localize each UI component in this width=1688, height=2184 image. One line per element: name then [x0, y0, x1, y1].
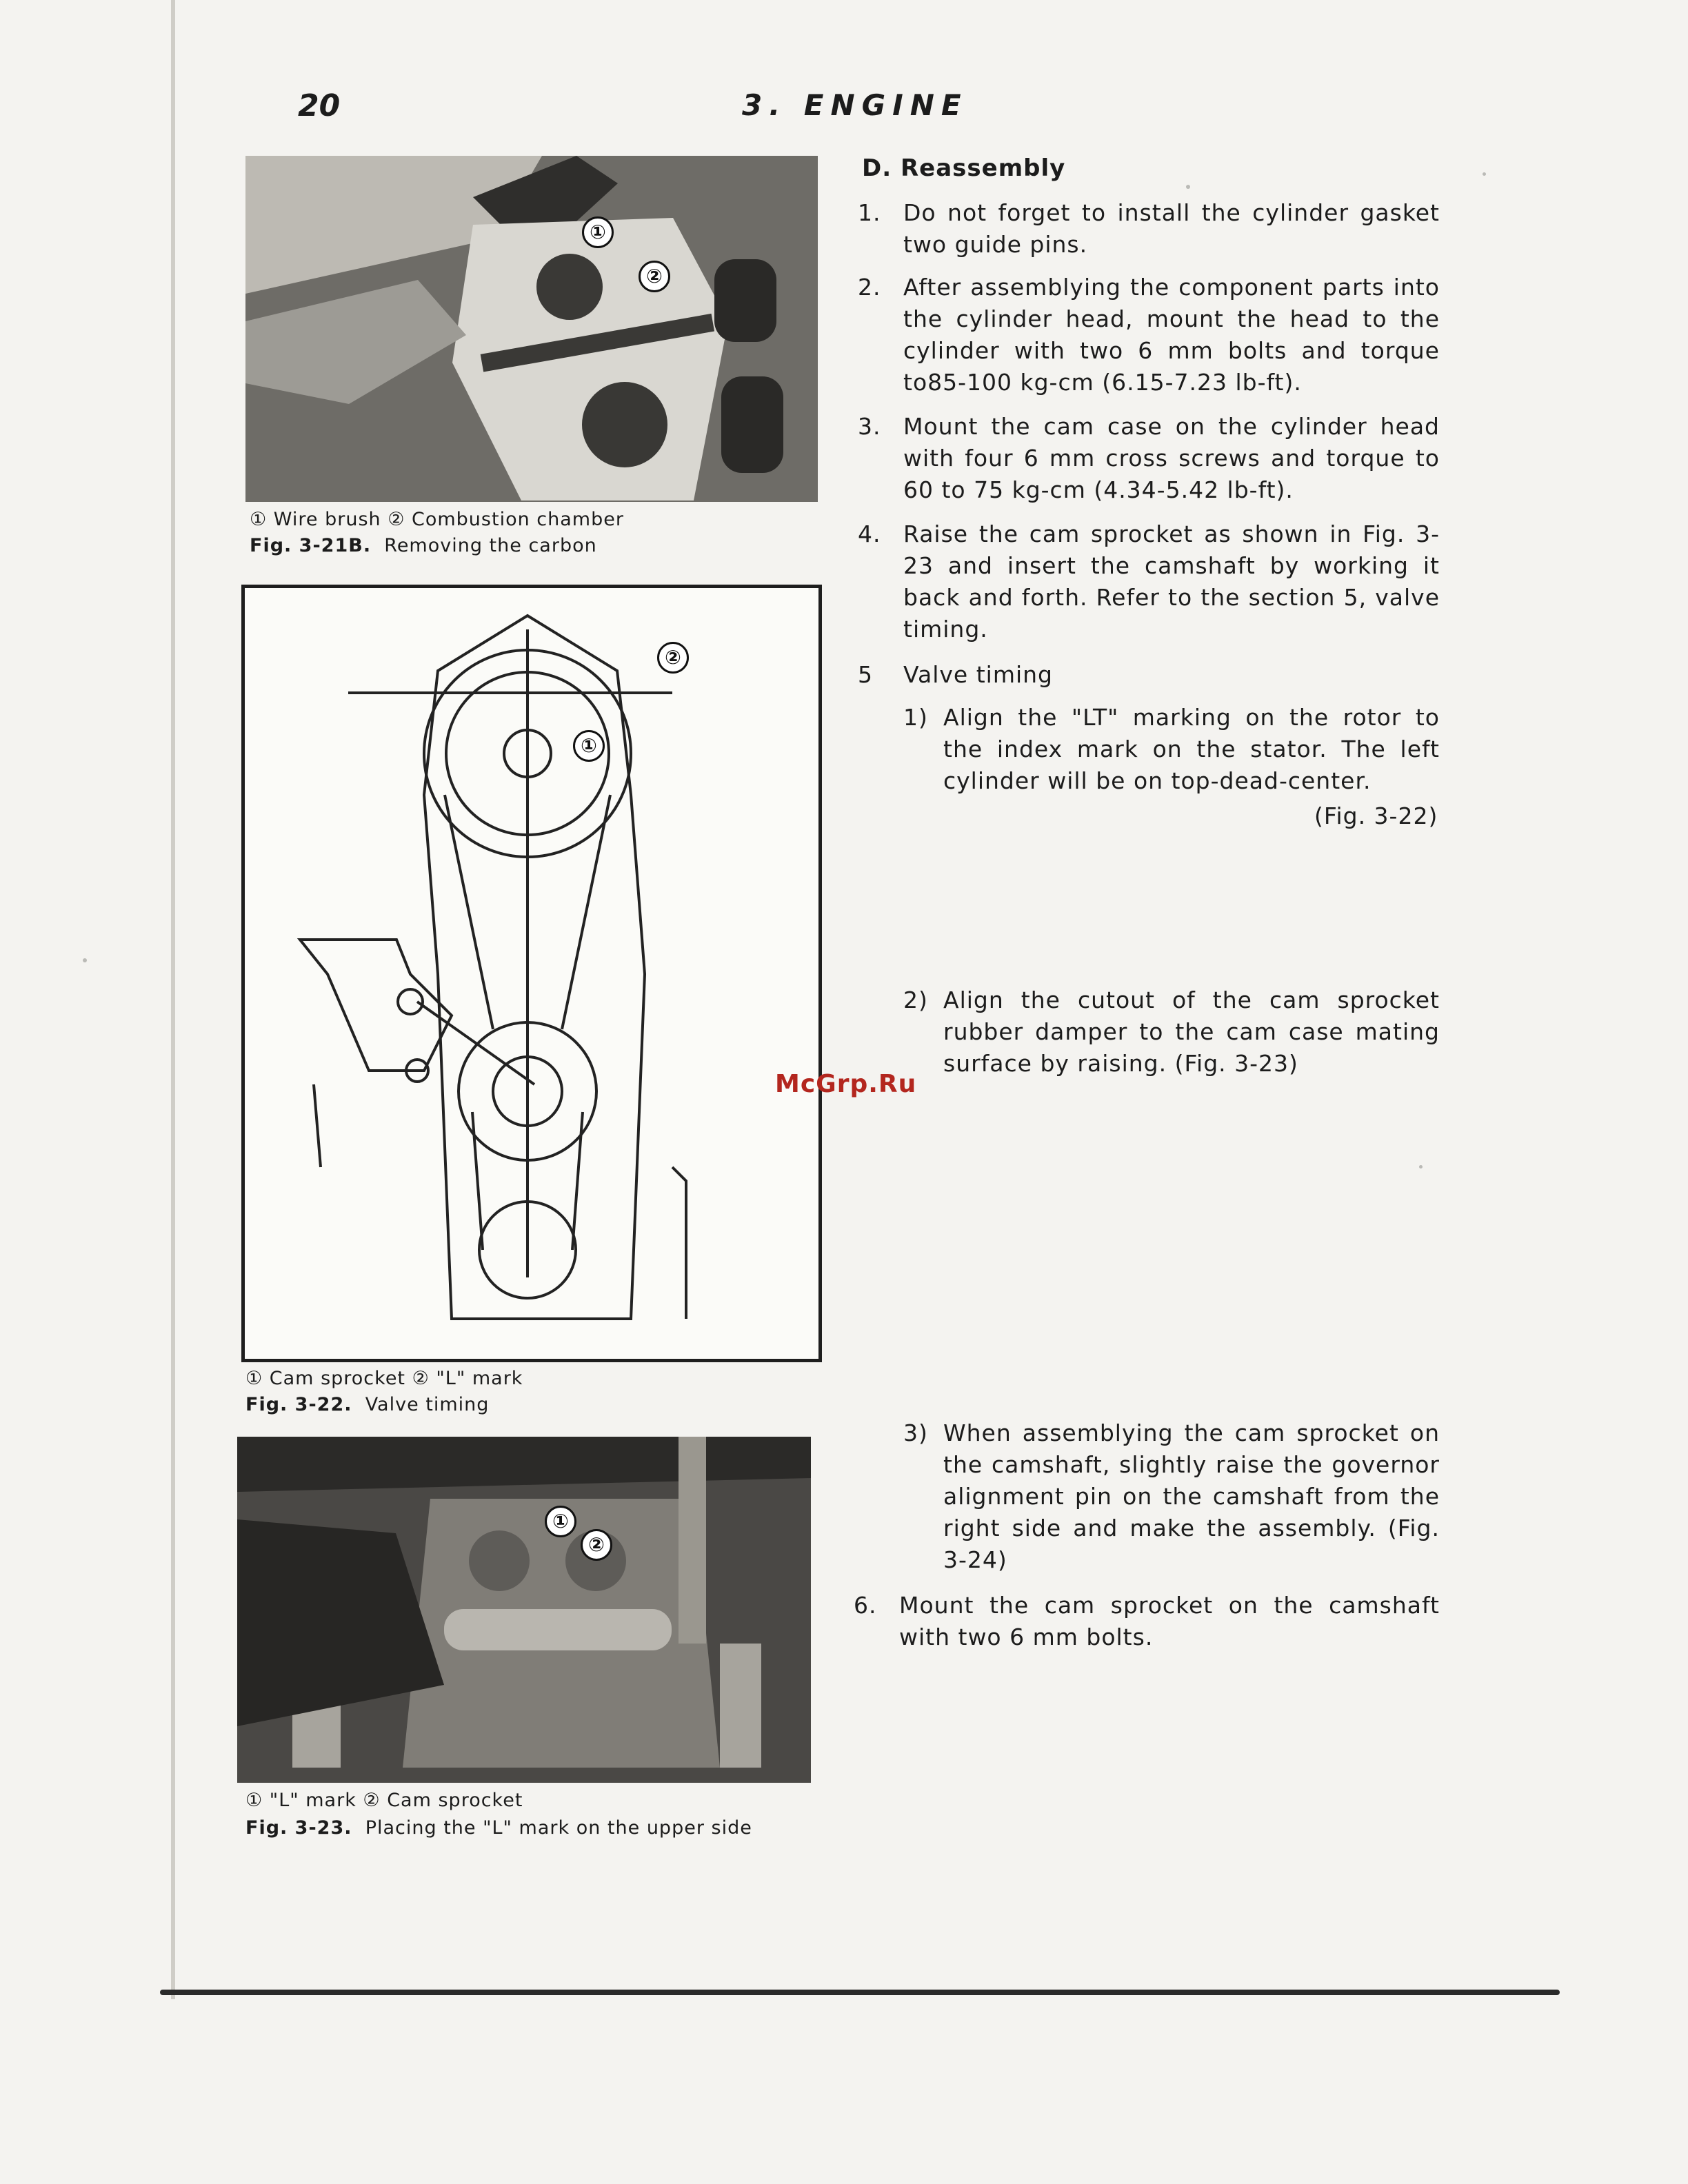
substep-2	[903, 984, 1440, 1080]
scan-bottom-edge	[160, 1990, 1560, 1995]
scan-left-edge	[171, 0, 175, 1999]
step-5	[858, 659, 1440, 691]
step-6	[854, 1590, 1440, 1653]
figure-3-22-legend: ① Cam sprocket ② "L" mark	[245, 1368, 523, 1389]
figure-3-23-caption	[245, 1817, 752, 1839]
step-number: 1.	[858, 199, 881, 226]
figure-3-22-diagram	[241, 585, 822, 1362]
section-heading: D. Reassembly	[862, 154, 1066, 182]
substep-number: 1)	[903, 704, 928, 731]
callout-1-marker: ①	[582, 216, 614, 248]
cylinder-head-photo-illustration	[245, 156, 818, 502]
step-text: Do not forget to install the cylinder gasket two guide pins.	[903, 199, 1440, 258]
step-number: 4.	[858, 520, 881, 547]
figure-title: Placing the "L" mark on the upper side	[365, 1817, 752, 1839]
step-text: Raise the cam sprocket as shown in Fig. 3-23 and insert the camshaft by working it back and forth. Refer to the section 5, valve timing.	[903, 520, 1440, 643]
step-number: 5	[858, 661, 873, 688]
figure-title: Removing the carbon	[384, 535, 597, 556]
figure-3-23-legend: ① "L" mark ② Cam sprocket	[245, 1790, 523, 1811]
scan-speck	[1186, 185, 1190, 189]
step-text: Mount the cam case on the cylinder head with four 6 mm cross screws and torque to 60 to 75 kg-cm (4.34-5.42 lb-ft).	[903, 413, 1440, 503]
substep-text: Align the cutout of the cam sprocket rubber damper to the cam case mating surface by raising. (Fig. 3-23)	[943, 987, 1440, 1077]
substep-1-figure-ref: (Fig. 3-22)	[1314, 802, 1438, 829]
figure-number: Fig. 3-23.	[245, 1817, 352, 1839]
step-2	[858, 272, 1440, 398]
figure-3-21b-legend: ① Wire brush ② Combustion chamber	[250, 509, 624, 530]
page-number: 20	[298, 88, 341, 123]
callout-2-marker: ②	[639, 261, 670, 292]
figure-3-23-photo	[237, 1437, 811, 1783]
scan-speck	[1483, 172, 1486, 176]
step-1	[858, 197, 1440, 261]
cam-sprocket-photo-illustration	[237, 1437, 811, 1783]
callout-1-marker: ①	[545, 1506, 576, 1537]
scan-speck	[1419, 1165, 1423, 1169]
step-number: 2.	[858, 274, 881, 301]
substep-3	[903, 1417, 1440, 1576]
callout-2-marker: ②	[657, 642, 689, 674]
figure-3-21b-caption	[250, 535, 597, 556]
figure-title: Valve timing	[365, 1394, 490, 1415]
valve-timing-diagram-illustration	[245, 588, 818, 1359]
step-number: 6.	[854, 1592, 877, 1619]
substep-text: Align the "LT" marking on the rotor to the index mark on the stator. The left cylinder will be on top-dead-center.	[943, 704, 1440, 794]
chapter-title: 3. ENGINE	[742, 88, 968, 122]
step-text: After assemblying the component parts into the cylinder head, mount the head to the cylinder with two 6 mm bolts and torque to85-100 kg-cm (6.15-7.23 lb-ft).	[903, 274, 1440, 396]
substep-number: 3)	[903, 1419, 928, 1446]
substep-number: 2)	[903, 987, 928, 1013]
step-4	[858, 518, 1440, 645]
watermark: McGrp.Ru	[775, 1070, 917, 1098]
scan-speck	[83, 958, 87, 962]
step-3	[858, 411, 1440, 506]
substep-1	[903, 702, 1440, 797]
step-number: 3.	[858, 413, 881, 440]
callout-1-marker: ①	[573, 730, 605, 762]
step-text: Mount the cam sprocket on the camshaft with two 6 mm bolts.	[899, 1592, 1440, 1650]
figure-number: Fig. 3-22.	[245, 1394, 352, 1415]
step-text: Valve timing	[903, 661, 1054, 688]
substep-text: When assemblying the cam sprocket on the camshaft, slightly raise the governor alignment pin on the camshaft from the right side and make the assembly. (Fig. 3-24)	[943, 1419, 1440, 1573]
figure-3-21b-photo	[245, 156, 818, 502]
callout-2-marker: ②	[581, 1529, 612, 1561]
figure-3-22-caption	[245, 1394, 489, 1415]
figure-number: Fig. 3-21B.	[250, 535, 372, 556]
